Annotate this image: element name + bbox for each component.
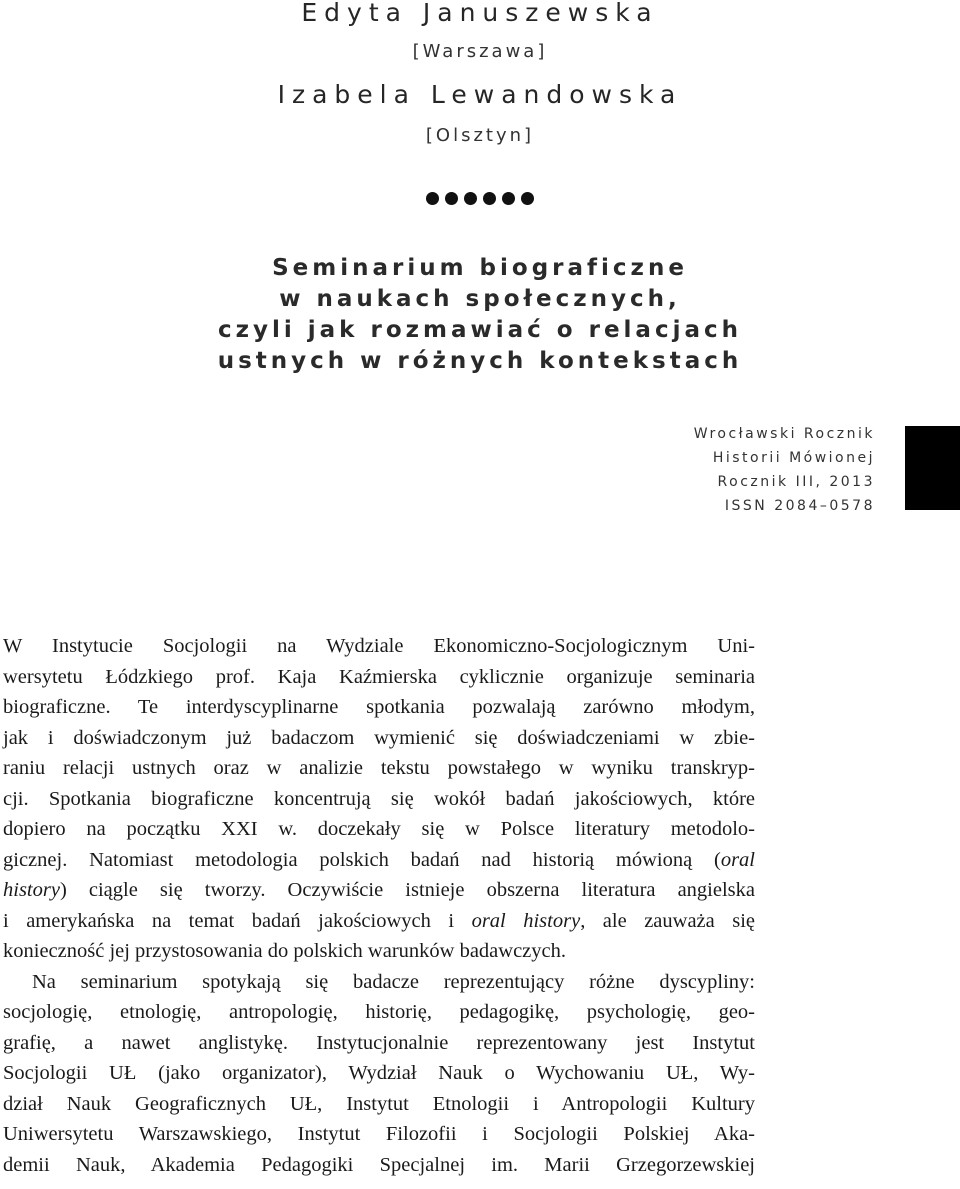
body-line: jak i doświadczonym już badaczom wymienić się doświadczeniami w zbie- bbox=[3, 726, 755, 749]
body-line: cji. Spotkania biograficzne koncentrują się wokół badań jakościowych, które bbox=[3, 787, 755, 810]
body-line: socjologię, etnologię, antropologię, historię, pedagogikę, psychologię, geo- bbox=[3, 1001, 755, 1023]
italic-term: oral bbox=[720, 848, 755, 871]
body-line: wersytetu Łódzkiego prof. Kaja Kaźmierska cyklicznie organizuje seminaria bbox=[3, 665, 755, 688]
body-line: Na seminarium spotykają się badacze reprezentujący różne dyscypliny: bbox=[32, 970, 755, 993]
title-line: czyli jak rozmawiać o relacjach bbox=[217, 317, 742, 343]
body-line bbox=[3, 845, 755, 876]
title-line: w naukach społecznych, bbox=[279, 286, 681, 312]
italic-term: history bbox=[3, 879, 60, 901]
ornament-dots bbox=[0, 192, 960, 205]
journal-name-line: Wrocławski Rocznik bbox=[693, 426, 875, 442]
body-line: biograficzne. Te interdyscyplinarne spotkania pozwalają zarówno młodym, bbox=[3, 696, 755, 718]
bullet-dot-icon bbox=[445, 192, 458, 205]
author-name-2: Izabela Lewandowska bbox=[277, 80, 683, 109]
body-line: Uniwersytetu Warszawskiego, Instytut Filozofii i Socjologii Polskiej Aka- bbox=[3, 1123, 755, 1145]
bullet-dot-icon bbox=[521, 192, 534, 205]
body-line: dział Nauk Geograficznych UŁ, Instytut Etnologii i Antropologii Kultury bbox=[3, 1092, 755, 1115]
body-line: grafię, a nawet anglistykę. Instytucjonalnie reprezentowany jest Instytut bbox=[3, 1031, 755, 1054]
body-line: raniu relacji ustnych oraz w analizie tekstu powstałego w wyniku transkryp- bbox=[3, 757, 755, 779]
title-line: ustnych w różnych kontekstach bbox=[217, 348, 743, 374]
bullet-dot-icon bbox=[426, 192, 439, 205]
body-text: , ale zauważa się bbox=[580, 909, 756, 932]
body-text: i amerykańska na temat badań jakościowych i bbox=[3, 909, 472, 932]
body-line: konieczność jej przystosowania do polskich warunków badawczych. bbox=[3, 940, 567, 962]
author-affiliation-2: [Olsztyn] bbox=[425, 125, 535, 146]
page-edge-marker bbox=[905, 426, 960, 510]
body-line bbox=[3, 906, 755, 937]
body-line bbox=[3, 875, 755, 906]
body-line: demii Nauk, Akademia Pedagogiki Specjalnej im. Marii Grzegorzewskiej bbox=[3, 1153, 755, 1176]
title-line: Seminarium biograficzne bbox=[272, 255, 688, 281]
bullet-dot-icon bbox=[502, 192, 515, 205]
body-line: dopiero na początku XXI w. doczekały się w Polsce literatury metodolo- bbox=[3, 818, 755, 840]
body-text: ) ciągle się tworzy. Oczywiście istnieje obszerna literatura angielska bbox=[59, 879, 755, 901]
body-text: gicznej. Natomiast metodologia polskich badań nad historią mówioną ( bbox=[3, 848, 721, 871]
bullet-dot-icon bbox=[464, 192, 477, 205]
journal-volume: Rocznik III, 2013 bbox=[717, 474, 875, 490]
body-line: Socjologii UŁ (jako organizator), Wydział Nauk o Wychowaniu UŁ, Wy- bbox=[3, 1062, 755, 1084]
bullet-dot-icon bbox=[483, 192, 496, 205]
author-name-1: Edyta Januszewska bbox=[301, 0, 659, 27]
journal-name-line: Historii Mówionej bbox=[712, 450, 875, 466]
body-line: W Instytucie Socjologii na Wydziale Ekonomiczno-Socjologicznym Uni- bbox=[3, 635, 755, 657]
journal-info bbox=[694, 422, 875, 518]
author-affiliation-1: [Warszawa] bbox=[412, 41, 548, 62]
journal-issn: ISSN 2084–0578 bbox=[724, 498, 875, 514]
italic-term: oral history bbox=[471, 909, 581, 932]
article-body bbox=[3, 631, 755, 1180]
article-title bbox=[0, 253, 960, 377]
